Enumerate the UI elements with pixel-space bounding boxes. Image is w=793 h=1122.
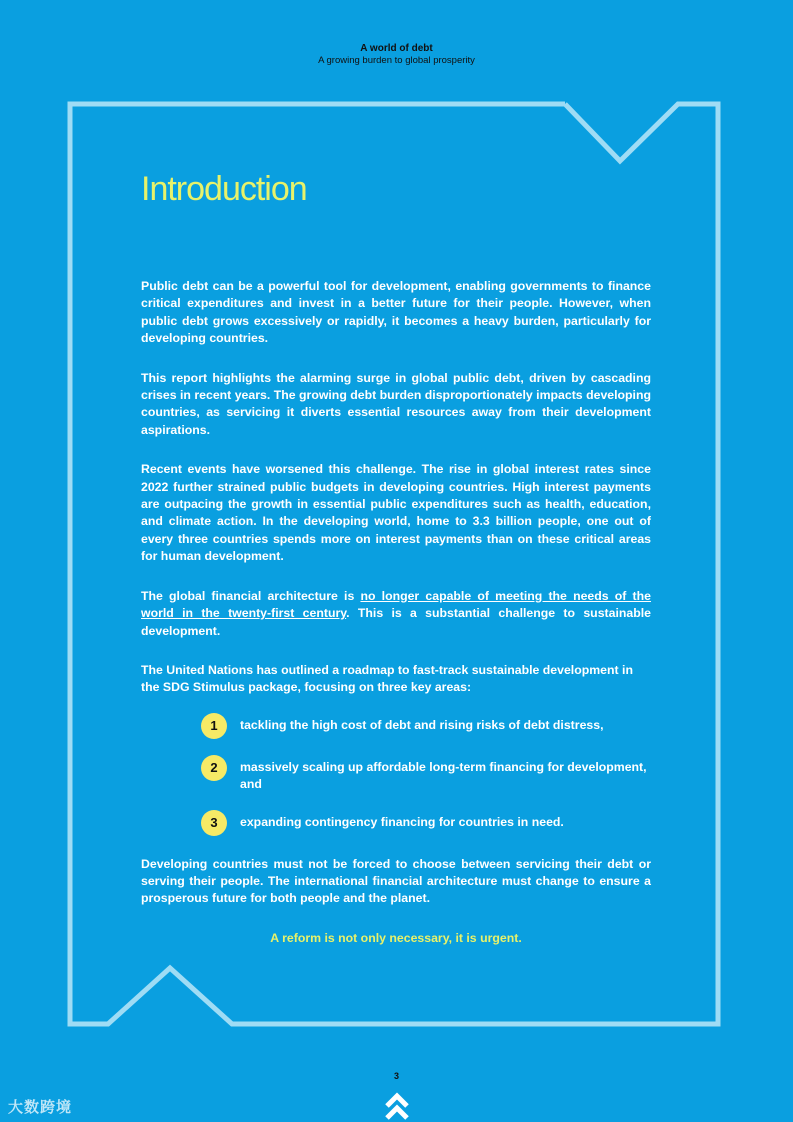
key-areas-list — [201, 717, 651, 836]
paragraph-3: Recent events have worsened this challenge. The rise in global interest rates since 2022 further strained public budgets in developing countries. High interest payments are outpacing the growth in essential public expenditures such as health, education, and climate action. In the developing world, home to 3.3 billion people, one out of every three countries spends more on interest payments than on these critical areas for human development. — [141, 462, 651, 564]
key-area-text: massively scaling up affordable long-term financing for development, and — [240, 759, 647, 792]
header-subtitle: A growing burden to global prosperity — [318, 55, 475, 66]
paragraph-4 — [141, 588, 651, 640]
key-area-text: tackling the high cost of debt and rising risks of debt distress, — [240, 717, 604, 732]
watermark-logo: 大数跨境 — [8, 1099, 73, 1116]
main-content — [141, 278, 651, 947]
key-area-item — [201, 717, 651, 739]
key-area-item — [201, 814, 651, 836]
number-badge: 3 — [201, 810, 227, 836]
paragraph-1: Public debt can be a powerful tool for development, enabling governments to finance critical expenditures and invest in a better future for their people. However, when public debt grows excessively or rapidly, it becomes a heavy burden, particularly for developing countries. — [141, 279, 651, 346]
scroll-up-chevron-icon[interactable] — [384, 1088, 410, 1122]
paragraph-2: This report highlights the alarming surge in global public debt, driven by cascading crises in recent years. The growing debt burden disproportionately impacts developing countries, as servicing it diverts essential resources away from their development aspirations. — [141, 370, 651, 437]
paragraph-4-lead: The global financial architecture is — [141, 588, 361, 603]
header-title: A world of debt — [360, 43, 433, 54]
number-badge: 2 — [201, 755, 227, 781]
architecture-link[interactable]: no longer capable of meeting the needs of the world in the twenty-first century — [141, 588, 651, 621]
number-badge: 1 — [201, 713, 227, 739]
closing-statement: A reform is not only necessary, it is urgent. — [270, 930, 522, 945]
page-title: Introduction — [141, 170, 307, 208]
paragraph-4-tail: . This is a substantial challenge to sustainable development. — [141, 606, 651, 638]
paragraph-6: Developing countries must not be forced to choose between servicing their debt or serving their people. The international financial architecture must change to ensure a prosperous future for both people and the planet. — [141, 856, 651, 906]
key-area-text: expanding contingency financing for countries in need. — [240, 814, 564, 829]
key-area-item — [201, 759, 651, 794]
page-number: 3 — [393, 1071, 399, 1081]
paragraph-5: The United Nations has outlined a roadmap to fast-track sustainable development in the SDG Stimulus package, focusing on three key areas: — [141, 662, 633, 695]
